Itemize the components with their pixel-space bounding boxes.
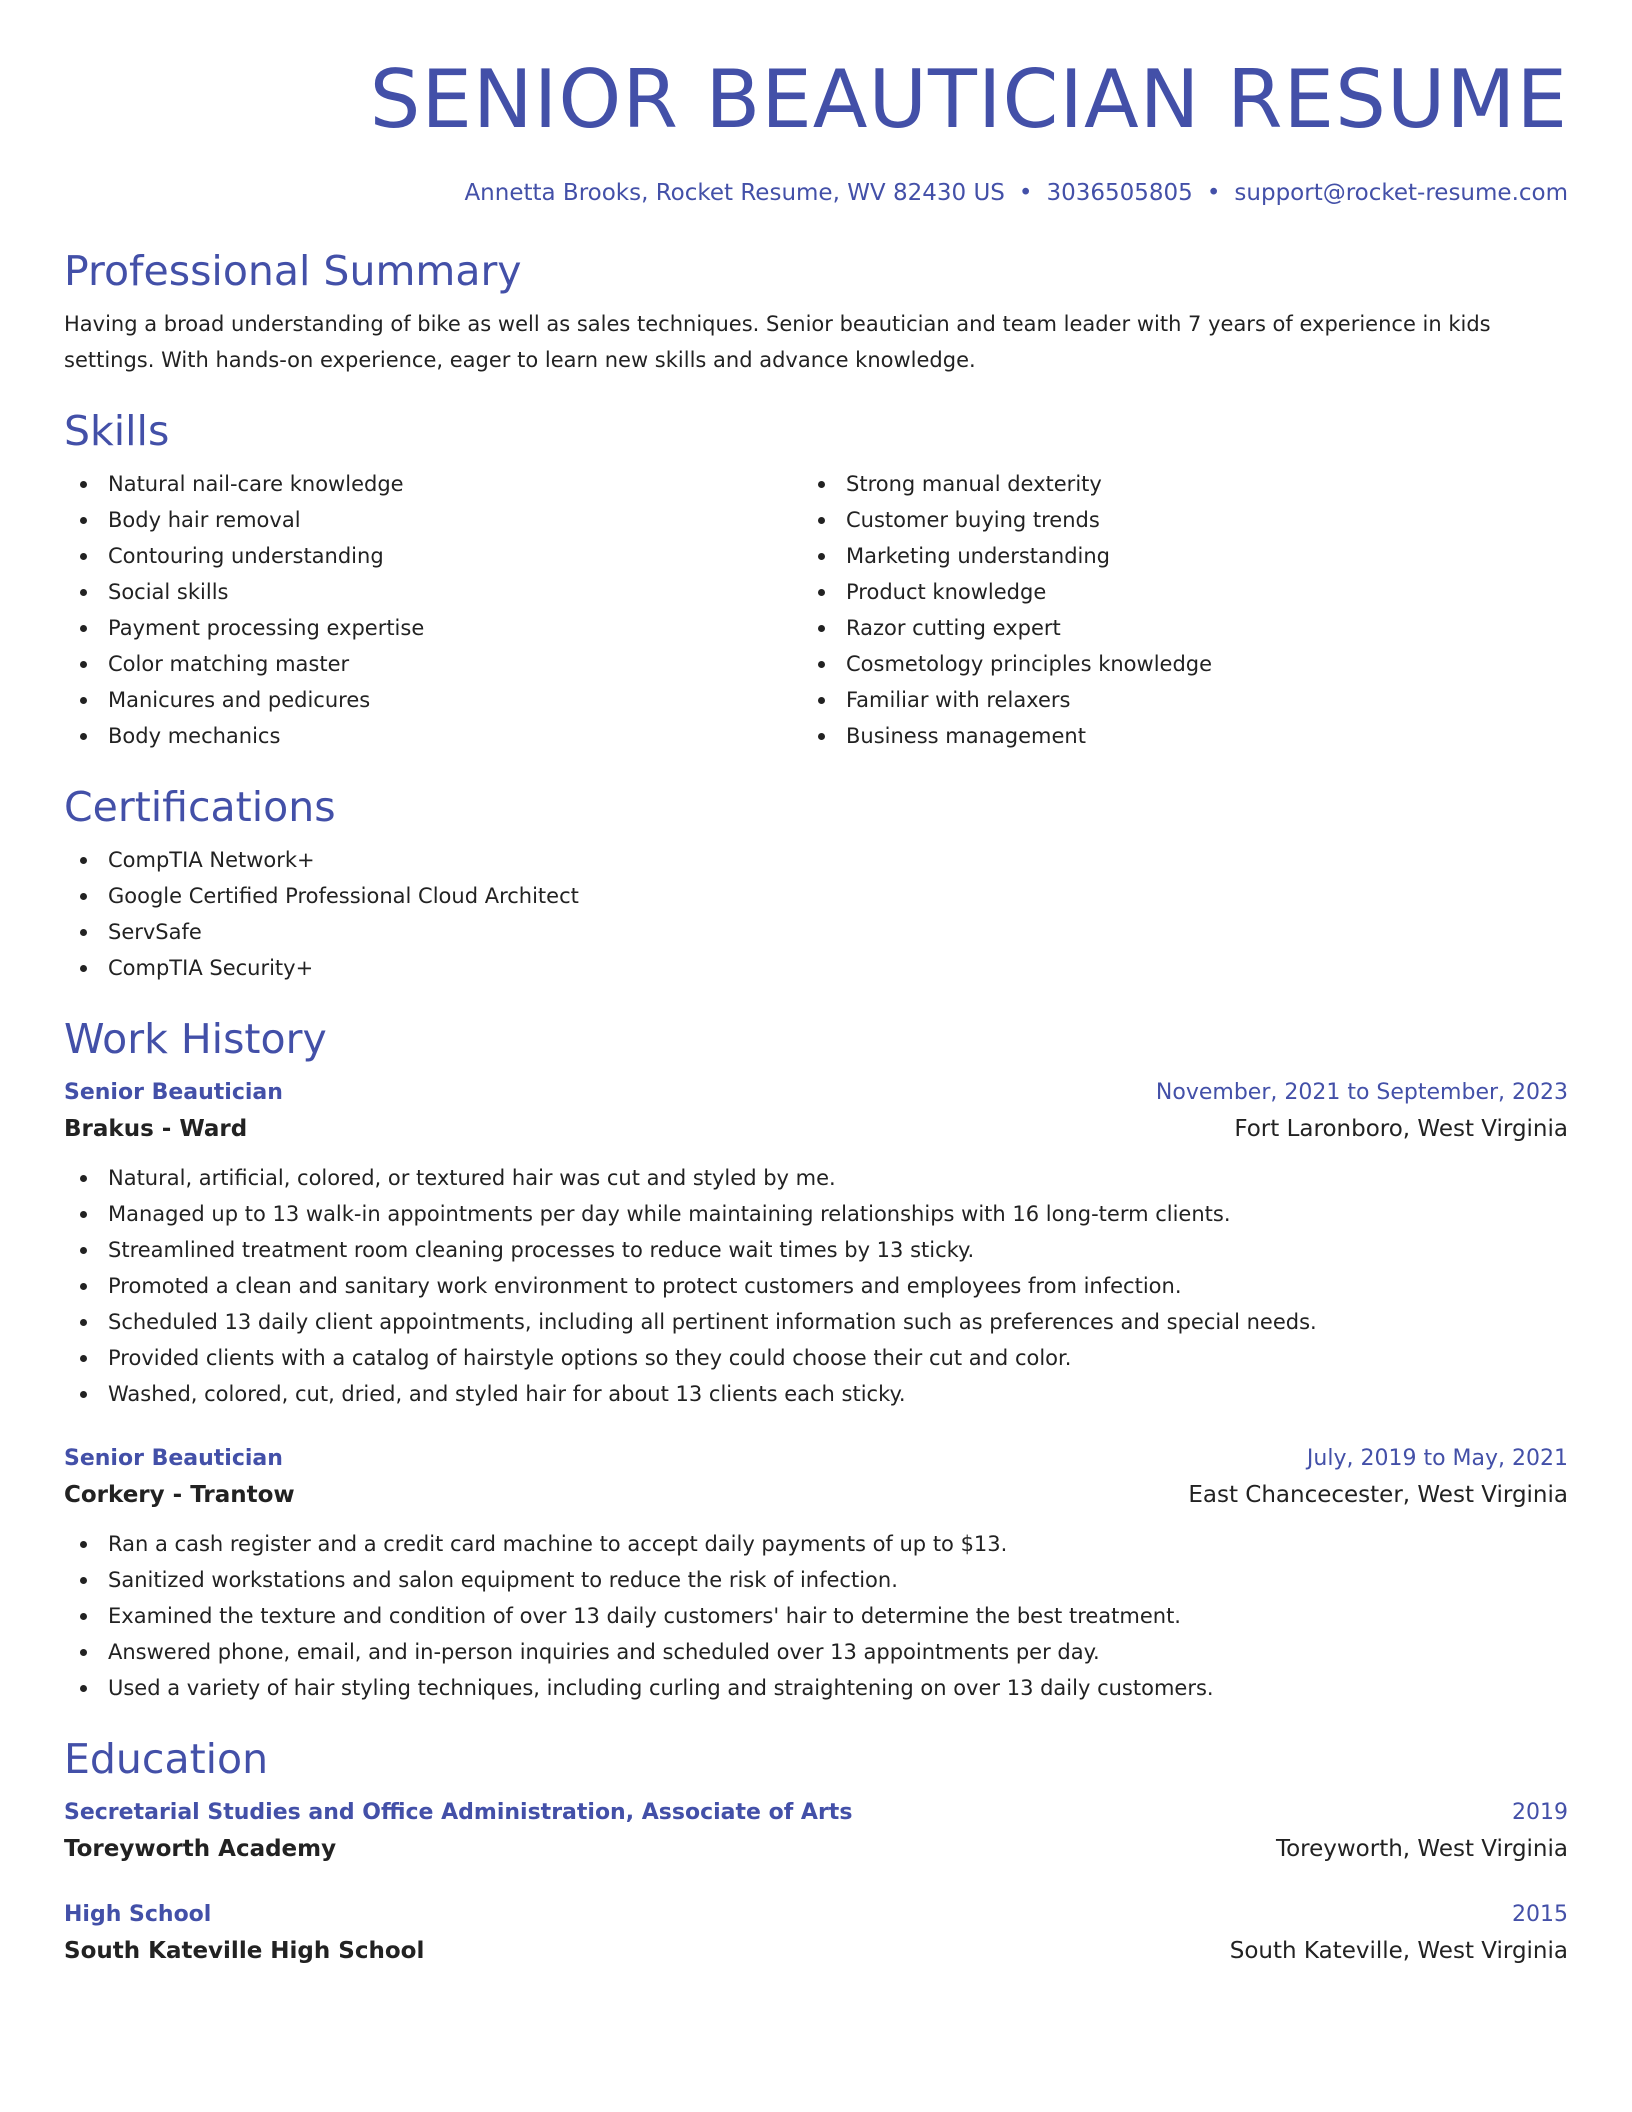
job-duty-item: Ran a cash register and a credit card machine to accept daily payments of up to $13. bbox=[64, 1526, 1568, 1562]
education-header-row bbox=[64, 1796, 1568, 1830]
summary-text: Having a broad understanding of bike as well as sales techniques. Senior beautician and team leader with 7 years of experience in kids settings. With hands-on experience, eager to learn new skills and advance knowledge. bbox=[64, 312, 1491, 372]
certifications-heading: Certifications bbox=[64, 783, 336, 831]
job-duty-item: Managed up to 13 walk-in appointments per day while maintaining relationships with 16 long-term clients. bbox=[64, 1196, 1568, 1232]
job-location: East Chancecester, West Virginia bbox=[1188, 1482, 1568, 1508]
skill-item: Social skills bbox=[64, 574, 802, 610]
summary-heading: Professional Summary bbox=[64, 247, 522, 295]
contact-phone: 3036505805 bbox=[1046, 180, 1193, 206]
education-school-row bbox=[64, 1932, 1568, 1970]
education-section bbox=[64, 1734, 1568, 1970]
contact-line bbox=[64, 178, 1568, 208]
job-entry bbox=[64, 1076, 1568, 1412]
education-entry bbox=[64, 1898, 1568, 1970]
skill-item: Manicures and pedicures bbox=[64, 682, 802, 718]
skill-item: Body hair removal bbox=[64, 502, 802, 538]
certification-item: CompTIA Security+ bbox=[64, 950, 1568, 986]
job-duty-item: Used a variety of hair styling techniques, including curling and straightening on over 13 daily customers. bbox=[64, 1670, 1568, 1706]
skills-heading: Skills bbox=[64, 407, 170, 455]
certifications-list bbox=[64, 842, 1568, 986]
education-school: South Kateville High School bbox=[64, 1938, 425, 1964]
skill-item: Contouring understanding bbox=[64, 538, 802, 574]
job-duties-list bbox=[64, 1526, 1568, 1706]
skill-item: Natural nail-care knowledge bbox=[64, 466, 802, 502]
skill-item: Payment processing expertise bbox=[64, 610, 802, 646]
skills-grid bbox=[64, 466, 1568, 754]
contact-separator: • bbox=[1018, 180, 1033, 206]
skills-section bbox=[64, 406, 1568, 754]
skills-list-right bbox=[802, 466, 1540, 754]
skill-item: Marketing understanding bbox=[802, 538, 1540, 574]
education-school: Toreyworth Academy bbox=[64, 1836, 337, 1862]
work-history-section bbox=[64, 1014, 1568, 1706]
education-location: Toreyworth, West Virginia bbox=[1275, 1836, 1568, 1862]
resume-title: SENIOR BEAUTICIAN RESUME bbox=[369, 53, 1568, 146]
skill-item: Strong manual dexterity bbox=[802, 466, 1540, 502]
job-header-row bbox=[64, 1076, 1568, 1110]
job-duty-item: Scheduled 13 daily client appointments, including all pertinent information such as preferences and special needs. bbox=[64, 1304, 1568, 1340]
skill-item: Color matching master bbox=[64, 646, 802, 682]
job-location: Fort Laronboro, West Virginia bbox=[1234, 1116, 1568, 1142]
job-dates: November, 2021 to September, 2023 bbox=[1155, 1080, 1568, 1105]
skills-list-left bbox=[64, 466, 802, 754]
education-school-row bbox=[64, 1830, 1568, 1868]
contact-address: Annetta Brooks, Rocket Resume, WV 82430 US bbox=[464, 180, 1005, 206]
skill-item: Familiar with relaxers bbox=[802, 682, 1540, 718]
certification-item: CompTIA Network+ bbox=[64, 842, 1568, 878]
certifications-section bbox=[64, 782, 1568, 986]
summary-section bbox=[64, 246, 1568, 378]
job-dates: July, 2019 to May, 2021 bbox=[1306, 1446, 1568, 1471]
job-company: Brakus - Ward bbox=[64, 1116, 248, 1142]
job-duty-item: Washed, colored, cut, dried, and styled hair for about 13 clients each sticky. bbox=[64, 1376, 1568, 1412]
job-duty-item: Answered phone, email, and in-person inquiries and scheduled over 13 appointments per day. bbox=[64, 1634, 1568, 1670]
job-duties-list bbox=[64, 1160, 1568, 1412]
skill-item: Customer buying trends bbox=[802, 502, 1540, 538]
skill-item: Product knowledge bbox=[802, 574, 1540, 610]
education-header-row bbox=[64, 1898, 1568, 1932]
education-entry bbox=[64, 1796, 1568, 1868]
certification-item: Google Certified Professional Cloud Architect bbox=[64, 878, 1568, 914]
contact-separator: • bbox=[1206, 180, 1221, 206]
skill-item: Cosmetology principles knowledge bbox=[802, 646, 1540, 682]
job-entry bbox=[64, 1442, 1568, 1706]
job-company: Corkery - Trantow bbox=[64, 1482, 295, 1508]
certification-item: ServSafe bbox=[64, 914, 1568, 950]
education-degree: Secretarial Studies and Office Administration, Associate of Arts bbox=[64, 1800, 853, 1825]
contact-email: support@rocket-resume.com bbox=[1234, 180, 1568, 206]
skill-item: Razor cutting expert bbox=[802, 610, 1540, 646]
job-duty-item: Streamlined treatment room cleaning processes to reduce wait times by 13 sticky. bbox=[64, 1232, 1568, 1268]
job-duty-item: Promoted a clean and sanitary work environment to protect customers and employees from infection. bbox=[64, 1268, 1568, 1304]
job-company-row bbox=[64, 1476, 1568, 1514]
job-duty-item: Natural, artificial, colored, or textured hair was cut and styled by me. bbox=[64, 1160, 1568, 1196]
skill-item: Body mechanics bbox=[64, 718, 802, 754]
education-degree: High School bbox=[64, 1902, 212, 1927]
job-company-row bbox=[64, 1110, 1568, 1148]
job-header-row bbox=[64, 1442, 1568, 1476]
education-location: South Kateville, West Virginia bbox=[1229, 1938, 1568, 1964]
job-duty-item: Examined the texture and condition of over 13 daily customers' hair to determine the best treatment. bbox=[64, 1598, 1568, 1634]
job-title: Senior Beautician bbox=[64, 1080, 283, 1105]
job-duty-item: Provided clients with a catalog of hairstyle options so they could choose their cut and color. bbox=[64, 1340, 1568, 1376]
job-duty-item: Sanitized workstations and salon equipment to reduce the risk of infection. bbox=[64, 1562, 1568, 1598]
job-title: Senior Beautician bbox=[64, 1446, 283, 1471]
education-year: 2015 bbox=[1512, 1902, 1568, 1927]
education-heading: Education bbox=[64, 1735, 269, 1783]
education-year: 2019 bbox=[1512, 1800, 1568, 1825]
skill-item: Business management bbox=[802, 718, 1540, 754]
work-history-heading: Work History bbox=[64, 1015, 327, 1063]
